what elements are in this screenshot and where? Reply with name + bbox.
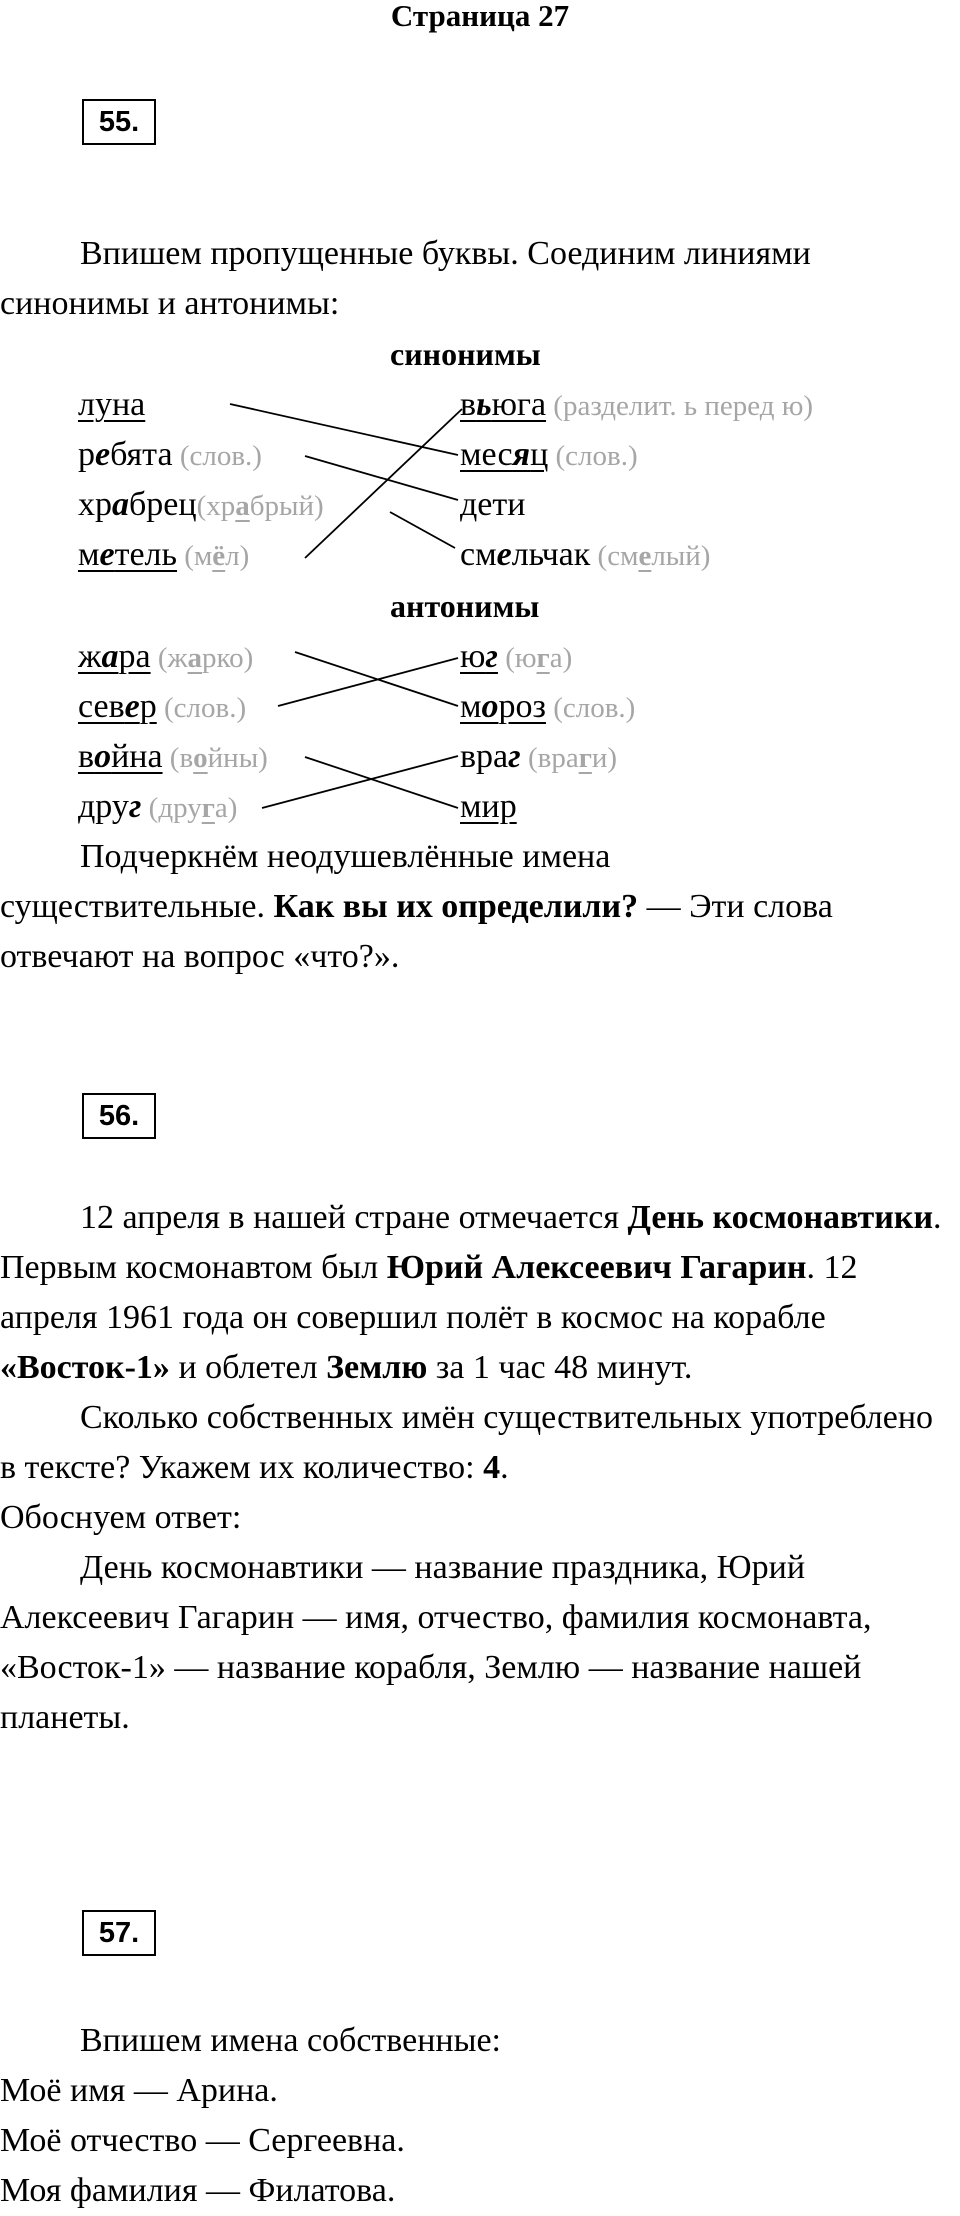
note: (слов.) [545,692,636,724]
syn-right-1: вьюга (разделит. ь перед ю) [460,386,814,423]
note: (друга) [141,792,238,824]
note: (юга) [497,642,573,674]
page-title: Страница 27 [390,0,570,33]
synonyms-heading: синонимы [390,336,541,372]
ex57-line1: Моё имя — Арина. [0,2072,278,2109]
ex55-tail: Подчеркнём неодушевлённые имена существительные. Как вы их определили? — Эти слова отвечают на вопрос «что?». [0,838,833,975]
note: (враги) [520,742,618,774]
ex56-paragraph-3: День космонавтики — название праздника, Юрий Алексеевич Гагарин — имя, отчество, фамилия космонавта, «Восток-1» — название корабля, Землю — название нашей планеты. [0,1549,872,1736]
ant-right-2: мороз (слов.) [460,688,636,725]
syn-left-4: метель (мёл) [78,536,250,573]
note: (смелый) [590,540,711,572]
syn-right-2: месяц (слов.) [460,436,638,473]
line-rebyata-deti [305,456,458,500]
ex56-text [0,1193,957,1743]
ant-left-1: жара (жарко) [78,638,254,675]
note: (разделит. ь перед ю) [546,390,814,422]
exercise-number-55: 55. [82,99,156,145]
ex57-text [0,2016,960,2216]
ant-left-4: друг (друга) [78,788,238,825]
line-sever-yug [278,658,458,706]
antonyms-heading: антонимы [390,588,540,624]
ex55-intro-line2: синонимы и антонимы: [0,285,340,322]
syn-left-2: ребята (слов.) [78,436,262,473]
syn-right-3: дети [460,486,526,523]
note: (храбрый) [196,490,324,522]
line-zhara-moroz [295,652,458,706]
ant-right-4: мир [460,788,517,825]
ex57-line2: Моё отчество — Сергеевна. [0,2122,405,2159]
ex55-intro [0,229,960,329]
note: (слов.) [156,692,247,724]
ant-left-3: война (войны) [78,738,268,775]
ex57-intro: Впишем имена собственные: [80,2022,501,2059]
line-khrabrets-smelchak [390,512,455,548]
line-drug-vrag [262,756,458,808]
note: (слов.) [548,440,638,472]
ex56-justify-label: Обоснуем ответ: [0,1499,242,1536]
note: (слов.) [172,440,262,472]
ant-left-2: север (слов.) [78,688,247,725]
word-luna: луна [78,386,146,423]
line-luna-mesyats [230,404,458,455]
exercise-number-56: 56. [82,1093,156,1139]
exercise-number-57: 57. [82,1910,156,1956]
note: (жарко) [150,642,254,674]
ant-right-1: юг (юга) [460,638,573,675]
ex56-paragraph-1: 12 апреля в нашей стране отмечается День космонавтики. Первым космонавтом был Юрий Алексеевич Гагарин. 12 апреля 1961 года он совершил полёт в космос на корабле «Восток-1» и облетел Землю за 1 час 48 минут. [0,1199,942,1386]
ex55-intro-line1: Впишем пропущенные буквы. Соединим линиями [80,235,811,272]
line-voyna-mir [305,757,458,808]
syn-left-1 [78,380,145,430]
ant-right-3: враг (враги) [460,738,618,775]
ex56-paragraph-2: Сколько собственных имён существительных употреблено в тексте? Укажем их количество: 4. [0,1399,934,1486]
ex57-line3: Моя фамилия — Филатова. [0,2172,396,2209]
note: (мёл) [177,540,250,572]
note: (войны) [162,742,268,774]
syn-left-3: храбрец(храбрый) [78,486,324,523]
line-metel-vyuga [305,409,462,558]
syn-right-4: смельчак (смелый) [460,536,711,573]
